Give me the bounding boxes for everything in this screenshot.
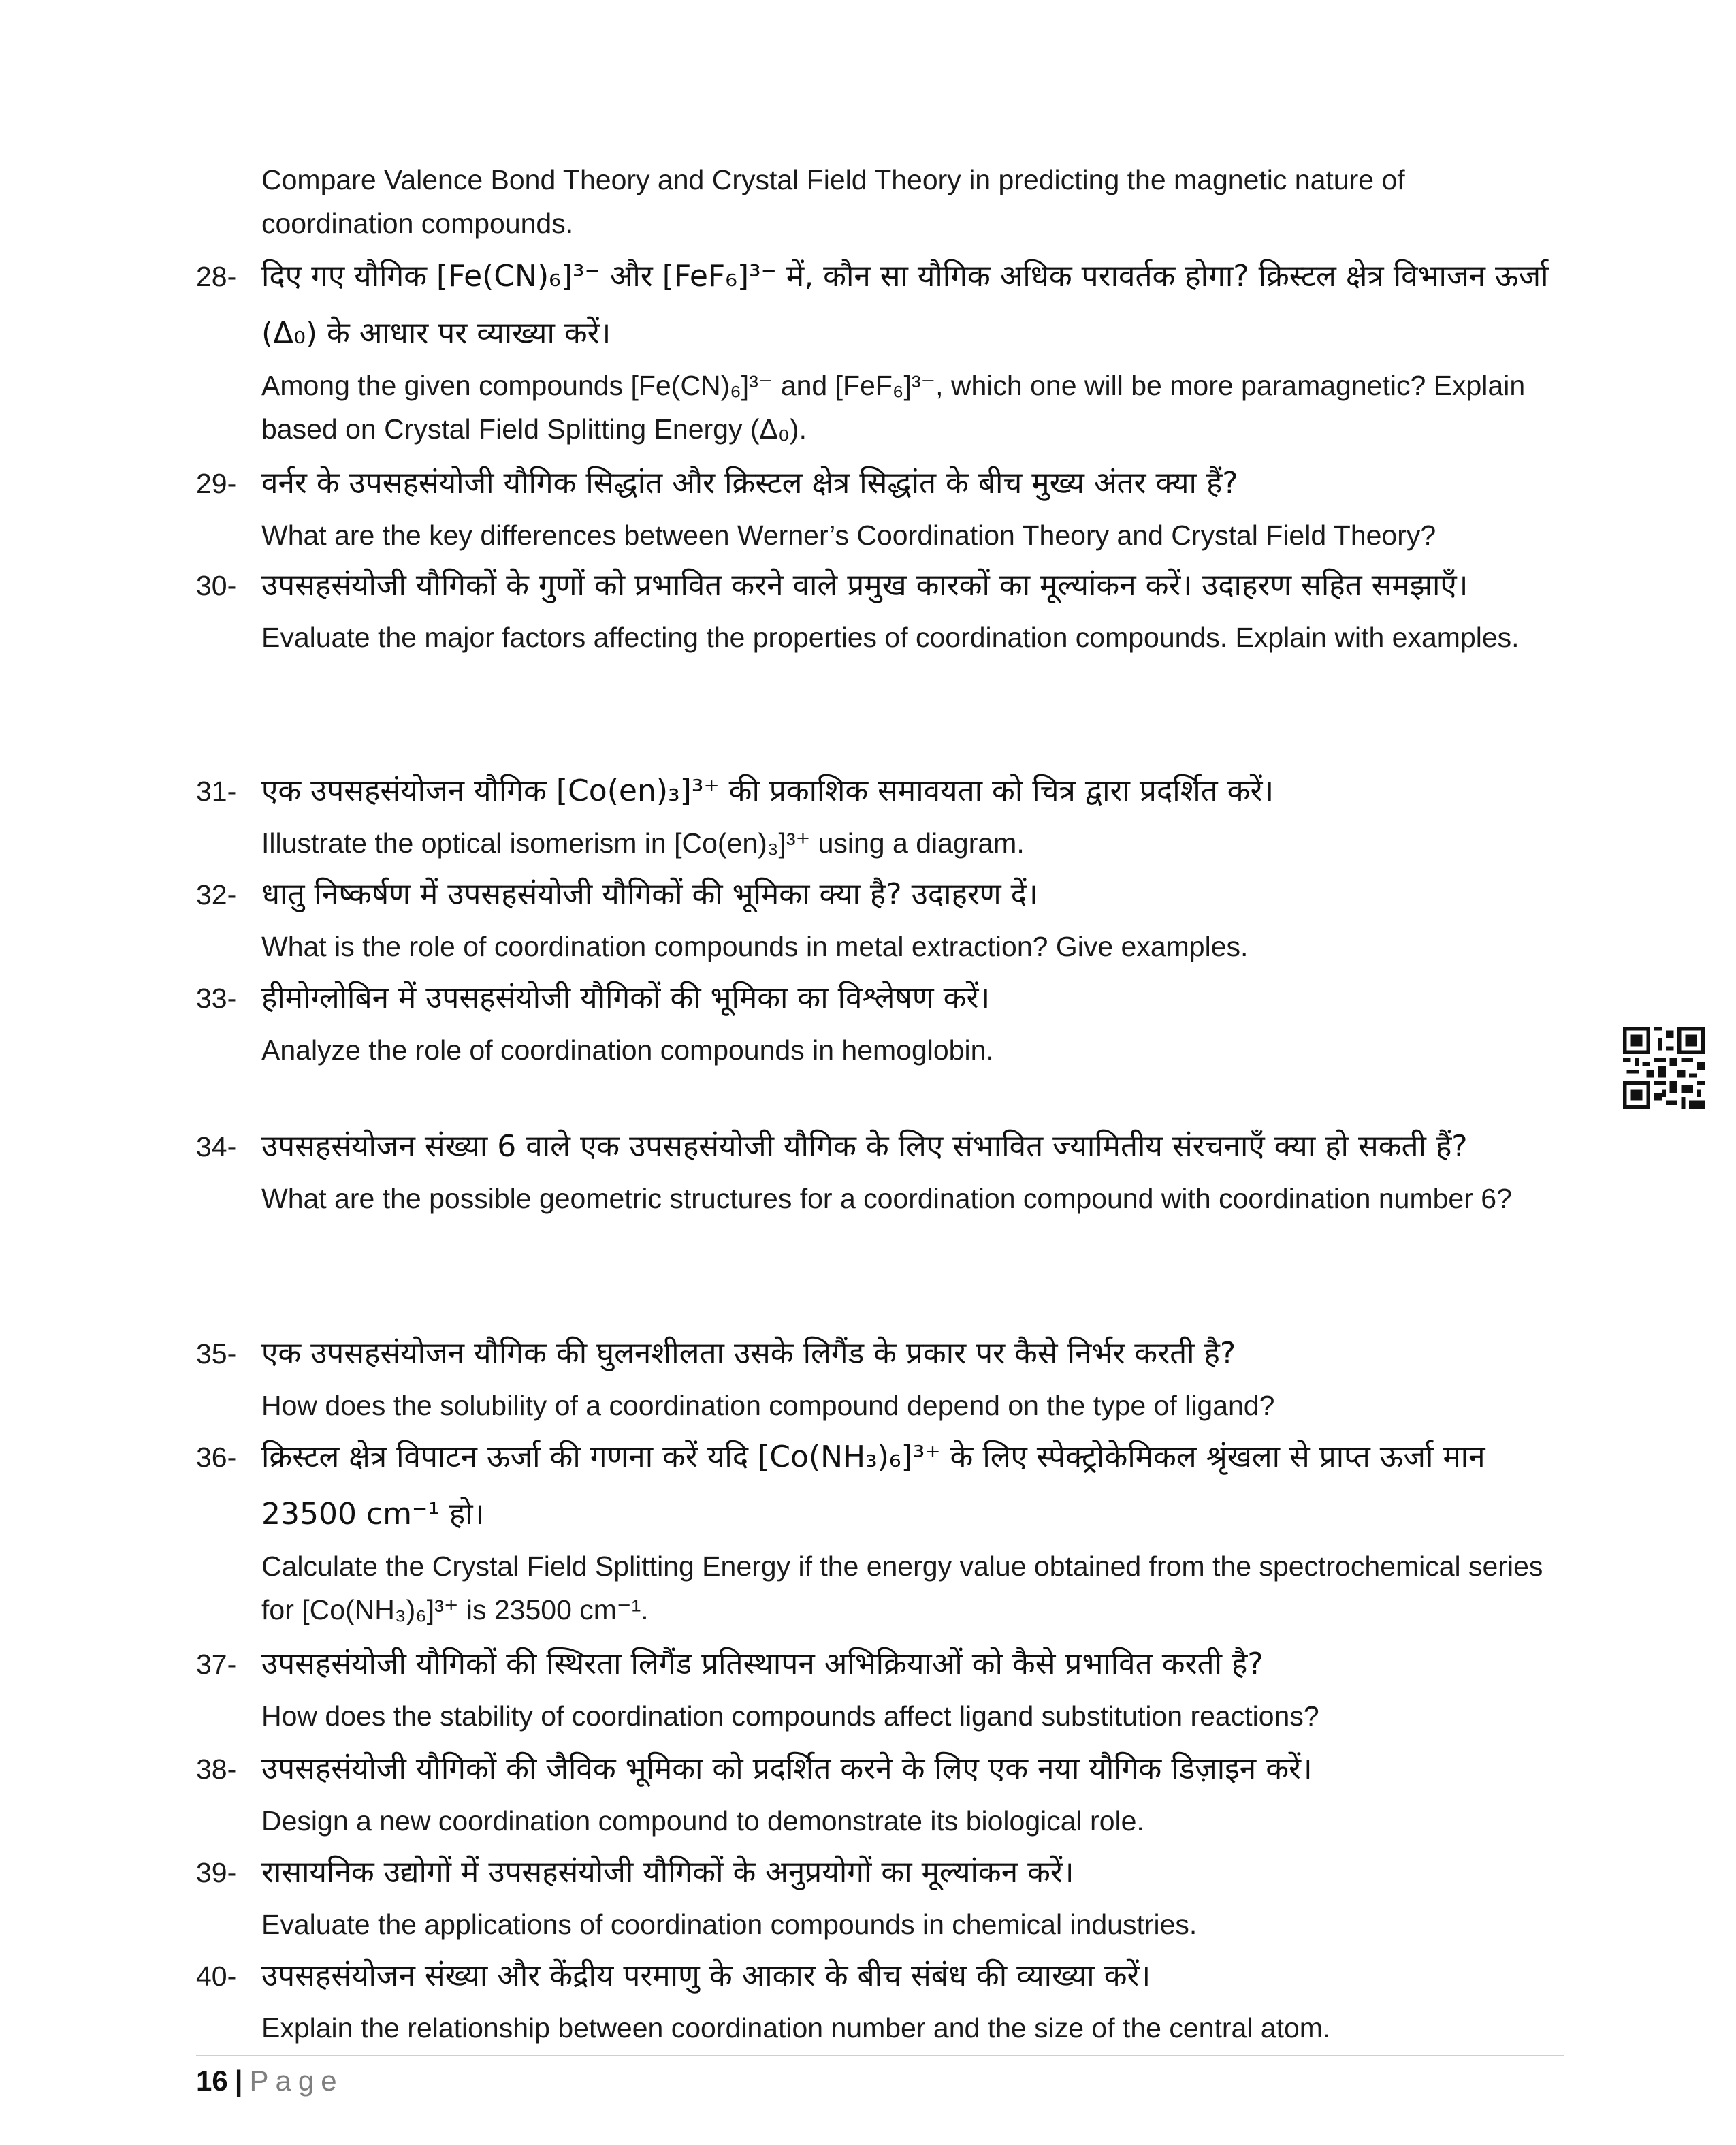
- question-35: [196, 1325, 1558, 1427]
- question-english: What are the key differences between Werner’s Coordination Theory and Crystal Field Theory?: [261, 520, 1436, 551]
- question-28: [196, 248, 1558, 451]
- question-number: 29-: [196, 468, 237, 499]
- question-hindi: दिए गए यौगिक [Fe(CN)₆]³⁻ और [FeF₆]³⁻ में, कौन सा यौगिक अधिक परावर्तक होगा? क्रिस्टल क्षेत्र विभाजन ऊर्जा (Δ₀) के आधार पर व्याख्या करें।: [261, 259, 1549, 351]
- question-number: 28-: [196, 261, 237, 292]
- question-hindi: एक उपसहसंयोजन यौगिक की घुलनशीलता उसके लिगैंड के प्रकार पर कैसे निर्भर करती है?: [261, 1336, 1236, 1371]
- question-hindi: रासायनिक उद्योगों में उपसहसंयोजी यौगिकों के अनुप्रयोगों का मूल्यांकन करें।: [261, 1855, 1074, 1890]
- question-39: [196, 1844, 1558, 1946]
- question-english: How does the solubility of a coordination compound depend on the type of ligand?: [261, 1390, 1275, 1421]
- question-30: [196, 557, 1558, 659]
- question-english: Evaluate the major factors affecting the properties of coordination compounds. Explain with examples.: [261, 622, 1520, 653]
- question-number: 40-: [196, 1960, 237, 1992]
- question-number: 35-: [196, 1338, 237, 1369]
- question-english: Design a new coordination compound to demonstrate its biological role.: [261, 1805, 1144, 1837]
- question-33: [196, 970, 1558, 1072]
- question-hindi: धातु निष्कर्षण में उपसहसंयोजी यौगिकों की भूमिका क्या है? उदाहरण दें।: [261, 877, 1038, 912]
- intro-english-text: Compare Valence Bond Theory and Crystal Field Theory in predicting the magnetic nature of coordination compounds.: [261, 164, 1405, 239]
- question-english: Evaluate the applications of coordination compounds in chemical industries.: [261, 1909, 1197, 1940]
- qr-code-icon: [1623, 1027, 1705, 1109]
- question-32: [196, 866, 1558, 968]
- question-40: [196, 1948, 1558, 2050]
- question-hindi: हीमोग्लोबिन में उपसहसंयोजी यौगिकों की भूमिका का विश्लेषण करें।: [261, 981, 991, 1015]
- question-37: [196, 1636, 1558, 1738]
- question-hindi: उपसहसंयोजी यौगिकों के गुणों को प्रभावित करने वाले प्रमुख कारकों का मूल्यांकन करें। उदाहरण सहित समझाएँ।: [261, 568, 1468, 603]
- question-english: What are the possible geometric structures for a coordination compound with coordination number 6?: [261, 1183, 1512, 1214]
- question-number: 33-: [196, 983, 237, 1014]
- question-english: Analyze the role of coordination compounds in hemoglobin.: [261, 1034, 994, 1066]
- question-hindi: एक उपसहसंयोजन यौगिक [Co(en)₃]³⁺ की प्रकाशिक समावयता को चित्र द्वारा प्रदर्शित करें।: [261, 774, 1274, 808]
- question-number: 38-: [196, 1753, 237, 1785]
- question-english: Among the given compounds [Fe(CN)₆]³⁻ and [FeF₆]³⁻, which one will be more paramagnetic? Explain based on Crystal Field Splitting Energy (Δ₀).: [261, 370, 1526, 445]
- footer-divider: [196, 2055, 1564, 2056]
- question-english: Illustrate the optical isomerism in [Co(en)₃]³⁺ using a diagram.: [261, 827, 1025, 859]
- question-english: How does the stability of coordination compounds affect ligand substitution reactions?: [261, 1700, 1319, 1732]
- question-hindi: उपसहसंयोजी यौगिकों की स्थिरता लिगैंड प्रतिस्थापन अभिक्रियाओं को कैसे प्रभावित करती है?: [261, 1647, 1264, 1681]
- question-29: [196, 455, 1558, 557]
- question-number: 30-: [196, 570, 237, 601]
- question-number: 34-: [196, 1131, 237, 1162]
- question-38: [196, 1741, 1558, 1843]
- question-number: 32-: [196, 879, 237, 910]
- question-hindi: उपसहसंयोजन संख्या 6 वाले एक उपसहसंयोजी यौगिक के लिए संभावित ज्यामितीय संरचनाएँ क्या हो सकती हैं?: [261, 1129, 1468, 1164]
- question-hindi: उपसहसंयोजन संख्या और केंद्रीय परमाणु के आकार के बीच संबंध की व्याख्या करें।: [261, 1958, 1151, 1993]
- page-number: 16: [196, 2065, 228, 2097]
- question-number: 37-: [196, 1649, 237, 1680]
- question-english: Explain the relationship between coordination number and the size of the central atom.: [261, 2012, 1331, 2044]
- question-number: 31-: [196, 776, 237, 807]
- question-number: 36-: [196, 1442, 237, 1473]
- footer-separator: |: [234, 2065, 243, 2097]
- question-hindi: उपसहसंयोजी यौगिकों की जैविक भूमिका को प्रदर्शित करने के लिए एक नया यौगिक डिज़ाइन करें।: [261, 1751, 1313, 1786]
- question-36: [196, 1429, 1558, 1632]
- page-footer: [196, 2061, 344, 2101]
- question-english: Calculate the Crystal Field Splitting Energy if the energy value obtained from the spectrochemical series for [Co(NH₃)₆]³⁺ is 23500 cm⁻¹.: [261, 1551, 1543, 1625]
- question-31: [196, 763, 1558, 865]
- question-hindi: वर्नर के उपसहसंयोजी यौगिक सिद्धांत और क्रिस्टल क्षेत्र सिद्धांत के बीच मुख्य अंतर क्या हैं?: [261, 466, 1238, 500]
- question-number: 39-: [196, 1857, 237, 1888]
- question-english: What is the role of coordination compounds in metal extraction? Give examples.: [261, 931, 1249, 962]
- question-34: [196, 1118, 1558, 1220]
- page-label: Page: [249, 2065, 344, 2097]
- question-hindi: क्रिस्टल क्षेत्र विपाटन ऊर्जा की गणना करें यदि [Co(NH₃)₆]³⁺ के लिए स्पेक्ट्रोकेमिकल श्रृंखला से प्राप्त ऊर्जा मान 23500 cm⁻¹ हो।: [261, 1440, 1485, 1531]
